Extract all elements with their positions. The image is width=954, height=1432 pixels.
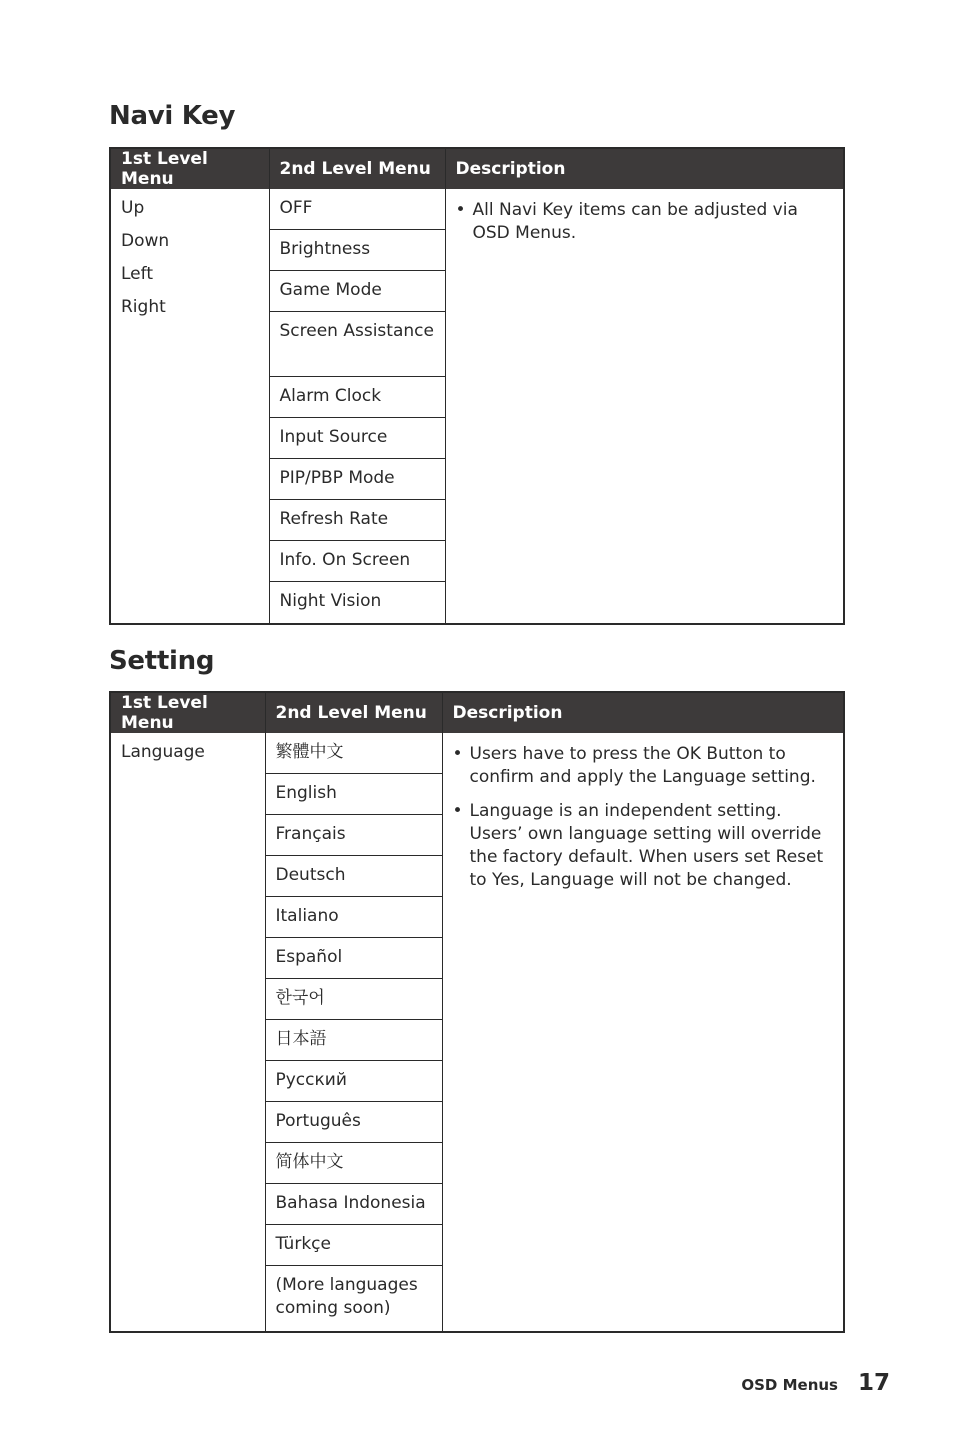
footer-section-label: OSD Menus: [741, 1376, 838, 1394]
page-footer: [741, 1370, 890, 1396]
language-option: Русский: [266, 1061, 442, 1102]
setting-heading: Setting: [109, 646, 215, 676]
level1-item: Up: [121, 198, 145, 218]
page-number: 17: [857, 1370, 890, 1396]
language-option: Türkçe: [266, 1225, 442, 1266]
level1-cell: [110, 189, 269, 624]
level2-item: Input Source: [270, 418, 445, 459]
level1-item: Left: [121, 264, 153, 284]
language-option: Bahasa Indonesia: [266, 1184, 442, 1225]
level2-item: Info. On Screen: [270, 541, 445, 582]
navi-key-heading: Navi Key: [109, 101, 236, 131]
level2-item: Screen Assistance: [270, 312, 445, 377]
table-header-row: [110, 148, 844, 189]
description-list: [456, 199, 834, 245]
header-description: Description: [442, 692, 844, 733]
level2-item: Game Mode: [270, 271, 445, 312]
level2-item: Refresh Rate: [270, 500, 445, 541]
level1-cell: [110, 733, 265, 1332]
level1-item: Language: [121, 742, 205, 762]
language-option: English: [266, 774, 442, 815]
header-1st-level: 1st Level Menu: [110, 148, 269, 189]
header-1st-level: 1st Level Menu: [110, 692, 265, 733]
setting-table: [109, 691, 845, 1333]
description-item: • Language is an independent setting. Users’ own language setting will override the factory default. When users set Reset to Yes, Language will not be changed.: [453, 800, 834, 892]
language-option: Deutsch: [266, 856, 442, 897]
header-2nd-level: 2nd Level Menu: [269, 148, 445, 189]
navi-key-table: [109, 147, 845, 625]
level2-cell: [269, 189, 445, 624]
language-option: Português: [266, 1102, 442, 1143]
language-option: Français: [266, 815, 442, 856]
language-option: 한국어: [266, 979, 442, 1020]
table-row: [110, 733, 844, 1332]
language-option: 简体中文: [266, 1143, 442, 1184]
level2-item: OFF: [270, 189, 445, 230]
language-option: Español: [266, 938, 442, 979]
description-item: • All Navi Key items can be adjusted via OSD Menus.: [456, 199, 834, 245]
language-option: 日本語: [266, 1020, 442, 1061]
description-list: [453, 743, 834, 892]
description-cell: [445, 189, 844, 624]
level2-item: Alarm Clock: [270, 377, 445, 418]
level2-item: Night Vision: [279, 591, 382, 611]
description-cell: [442, 733, 844, 1332]
description-item: • Users have to press the OK Button to confirm and apply the Language setting.: [453, 743, 834, 789]
language-option: Italiano: [266, 897, 442, 938]
level1-item: Right: [121, 297, 166, 317]
header-description: Description: [445, 148, 844, 189]
level2-cell: [265, 733, 442, 1332]
language-option: 繁體中文: [266, 733, 442, 774]
header-2nd-level: 2nd Level Menu: [265, 692, 442, 733]
level2-item: Brightness: [270, 230, 445, 271]
table-header-row: [110, 692, 844, 733]
table-row: [110, 189, 844, 624]
language-option: (More languages coming soon): [275, 1275, 418, 1318]
level2-item: PIP/PBP Mode: [270, 459, 445, 500]
level1-item: Down: [121, 231, 170, 251]
